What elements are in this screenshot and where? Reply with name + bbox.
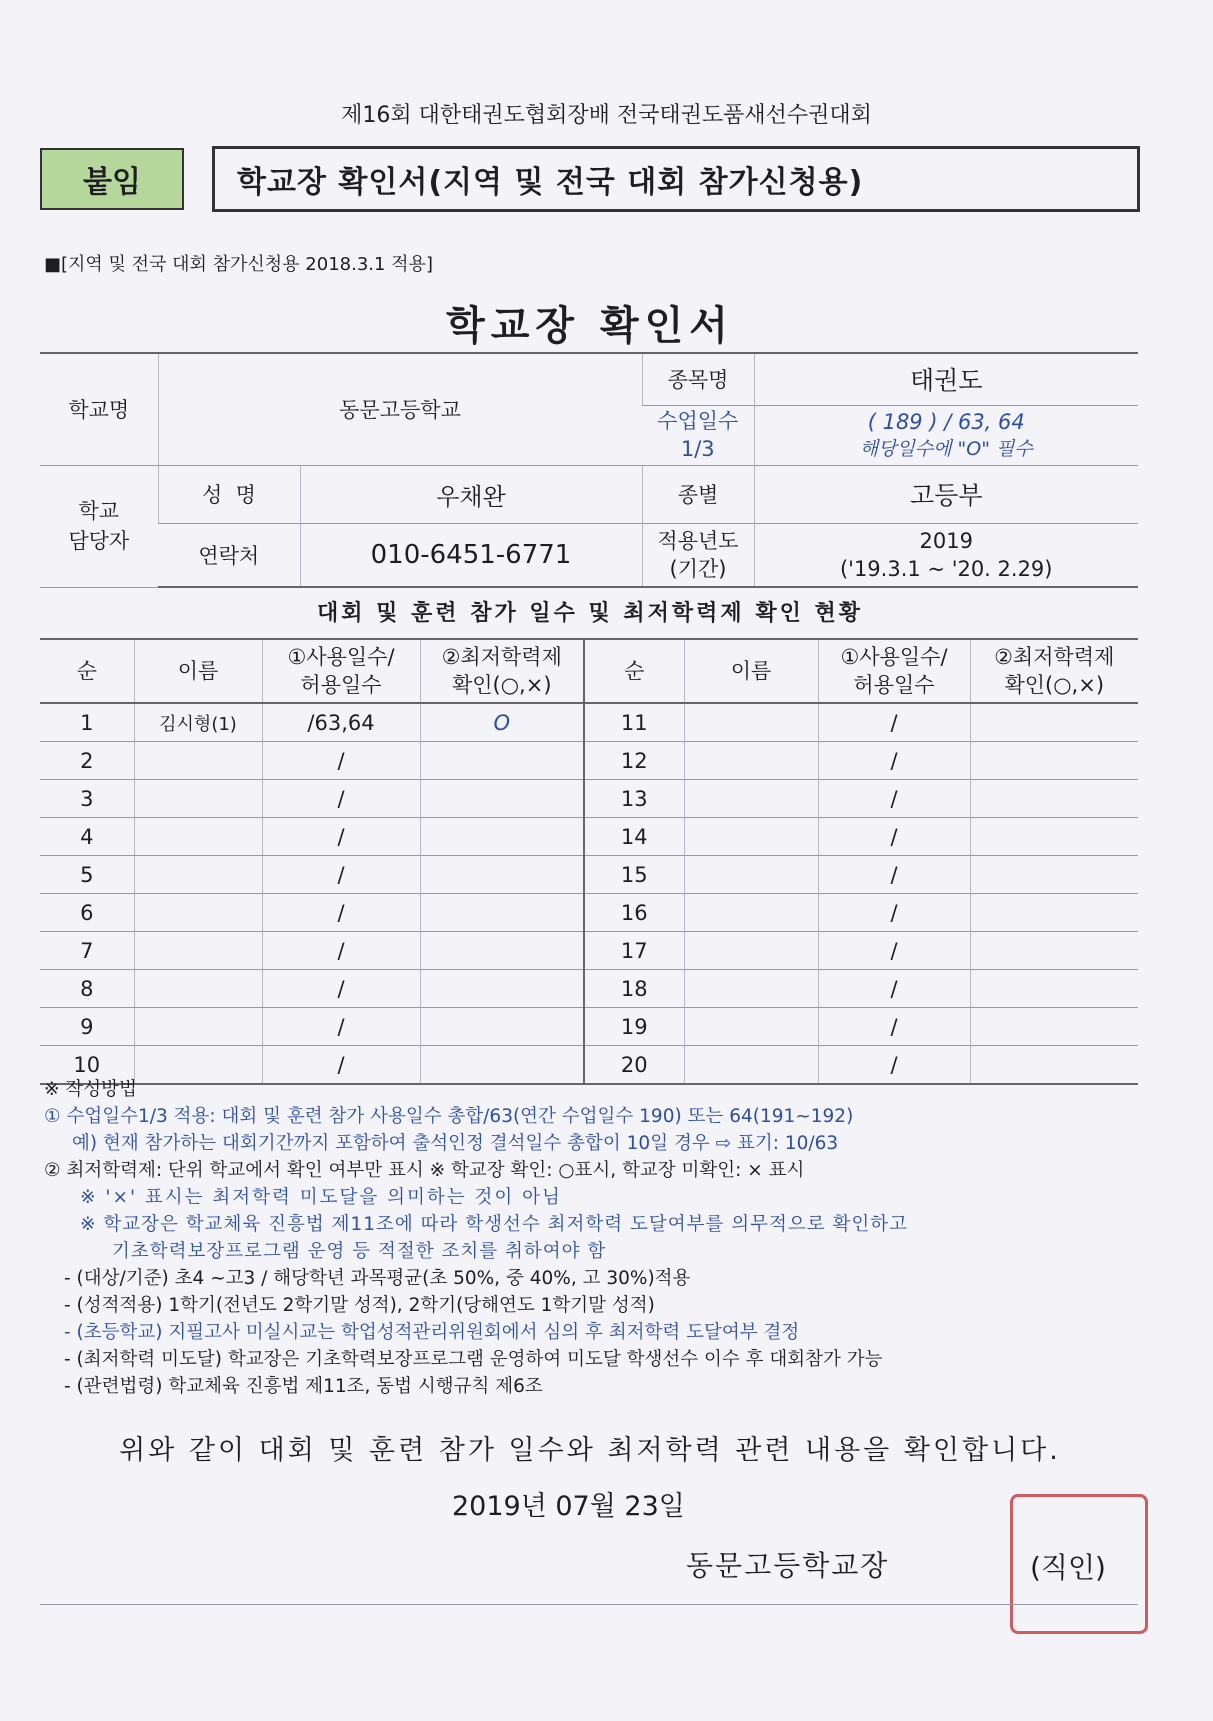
row-check-right [970, 856, 1138, 894]
row-check-right [970, 742, 1138, 780]
row-name-left [134, 970, 262, 1008]
note-line-4: ※ '×' 표시는 최저학력 미도달을 의미하는 것이 아님 [80, 1187, 562, 1208]
col-days-left: ①사용일수/ 허용일수 [262, 639, 420, 703]
table-row [40, 970, 1138, 1008]
table-row [40, 780, 1138, 818]
row-no-left: 10 [40, 1046, 134, 1085]
row-days-left: / [262, 780, 420, 818]
row-check-left [420, 894, 584, 932]
school-name-label: 학교명 [40, 353, 158, 465]
event-title: 제16회 대한태권도협회장배 전국태권도품새선수권대회 [341, 103, 872, 128]
row-no-left: 8 [40, 970, 134, 1008]
row-name-left [134, 780, 262, 818]
year-label-2: (기간) [669, 556, 727, 581]
row-no-left: 6 [40, 894, 134, 932]
division-label: 종별 [642, 465, 754, 523]
table-row [40, 932, 1138, 970]
col-days-right: ①사용일수/ 허용일수 [818, 639, 970, 703]
row-name-right [684, 818, 818, 856]
row-days-left: / [262, 894, 420, 932]
row-check-left [420, 1008, 584, 1046]
bottom-rule [40, 1604, 1138, 1605]
class-days-label [642, 405, 754, 465]
row-days-right: / [818, 894, 970, 932]
note-line-8: - (성적적용) 1학기(전년도 2학기말 성적), 2학기(당해연도 1학기말 성적) [64, 1295, 655, 1316]
manager-label [40, 465, 158, 587]
note-line-7: - (대상/기준) 초4 ~고3 / 해당학년 과목평균(초 50%, 중 40%, 고 30%)적용 [64, 1268, 691, 1289]
period: ('19.3.1 ~ '20. 2.29) [839, 556, 1053, 581]
row-check-right [970, 703, 1138, 742]
notes [44, 1076, 1164, 1400]
row-check-left [420, 780, 584, 818]
row-name-right [684, 856, 818, 894]
row-name-right [684, 703, 818, 742]
seal-label: (직인) [1030, 1551, 1106, 1584]
row-no-right: 18 [584, 970, 684, 1008]
row-check-left [420, 932, 584, 970]
school-name: 동문고등학교 [158, 353, 642, 465]
year-label-1: 적용년도 [657, 528, 739, 553]
table-row [40, 703, 1138, 742]
row-no-right: 14 [584, 818, 684, 856]
row-check-right [970, 894, 1138, 932]
row-days-right: / [818, 818, 970, 856]
row-name-right [684, 932, 818, 970]
row-no-right: 11 [584, 703, 684, 742]
date: 2019년 07월 23일 [452, 1491, 685, 1522]
table-row [40, 818, 1138, 856]
row-days-right: / [818, 703, 970, 742]
row-check-left [420, 856, 584, 894]
row-days-left: / [262, 932, 420, 970]
row-days-left: / [262, 818, 420, 856]
year-label [642, 523, 754, 587]
row-days-right: / [818, 742, 970, 780]
manager-label-1: 학교 [78, 499, 120, 523]
row-days-left: / [262, 742, 420, 780]
row-name-left [134, 1008, 262, 1046]
note-line-11: - (관련법령) 학교체육 진흥법 제11조, 동법 시행규칙 제6조 [64, 1376, 543, 1397]
row-no-right: 17 [584, 932, 684, 970]
row-no-right: 20 [584, 1046, 684, 1085]
sport-value: 태권도 [754, 353, 1138, 405]
main-title: 학교장 확인서 [446, 303, 734, 349]
row-days-right: / [818, 780, 970, 818]
row-check-right [970, 780, 1138, 818]
row-no-left: 9 [40, 1008, 134, 1046]
table-row [40, 742, 1138, 780]
class-days-note: 해당일수에 "O" 필수 [859, 437, 1033, 460]
confirm-text: 위와 같이 대회 및 훈련 참가 일수와 최저학력 관련 내용을 확인합니다. [119, 1435, 1061, 1466]
row-name-left [134, 818, 262, 856]
row-days-left: / [262, 1008, 420, 1046]
row-name-left [134, 932, 262, 970]
note-line-5: ※ 학교장은 학교체육 진흥법 제11조에 따라 학생선수 최저학력 도달여부를 의무적으로 확인하고 [80, 1214, 908, 1235]
row-name-right [684, 780, 818, 818]
row-check-right [970, 970, 1138, 1008]
row-days-left: / [262, 856, 420, 894]
notes-title: ※ 작성방법 [44, 1079, 137, 1100]
row-check-right [970, 932, 1138, 970]
table-row [40, 1008, 1138, 1046]
note-line-6: 기초학력보장프로그램 운영 등 적절한 조치를 취하여야 함 [112, 1241, 607, 1262]
row-no-right: 15 [584, 856, 684, 894]
manager-name: 우채완 [300, 465, 642, 523]
row-no-right: 13 [584, 780, 684, 818]
row-check-left [420, 742, 584, 780]
col-name-left: 이름 [134, 639, 262, 703]
row-name-left [134, 742, 262, 780]
row-days-left: / [262, 1046, 420, 1085]
col-no-right: 순 [584, 639, 684, 703]
year-value [754, 523, 1138, 587]
row-name-left [134, 894, 262, 932]
table-row [40, 894, 1138, 932]
status-table [40, 638, 1138, 1085]
col-check-right: ②최저학력제 확인(○,×) [970, 639, 1138, 703]
row-no-left: 5 [40, 856, 134, 894]
note-line-9: - (초등학교) 지필고사 미실시교는 학업성적관리위원회에서 심의 후 최저학력 도달여부 결정 [64, 1322, 800, 1343]
row-check-left [420, 818, 584, 856]
row-days-right: / [818, 970, 970, 1008]
row-no-right: 19 [584, 1008, 684, 1046]
row-check-left [420, 970, 584, 1008]
row-days-right: / [818, 856, 970, 894]
contact-label: 연락처 [158, 523, 300, 587]
row-days-right: / [818, 1008, 970, 1046]
manager-label-2: 담당자 [68, 529, 130, 553]
row-no-right: 12 [584, 742, 684, 780]
status-heading: 대회 및 훈련 참가 일수 및 최저학력제 확인 현황 [316, 601, 864, 626]
info-table [40, 352, 1138, 588]
row-days-right: / [818, 1046, 970, 1085]
note-line-1: ① 수업일수1/3 적용: 대회 및 훈련 참가 사용일수 총합/63(연간 수업일수 190) 또는 64(191~192) [44, 1106, 854, 1127]
row-name-right [684, 970, 818, 1008]
applicable-note: ■[지역 및 전국 대회 참가신청용 2018.3.1 적용] [44, 254, 433, 275]
row-name-left: 김시형(1) [134, 703, 262, 742]
row-no-right: 16 [584, 894, 684, 932]
year: 2019 [919, 528, 973, 553]
row-no-left: 2 [40, 742, 134, 780]
row-no-left: 4 [40, 818, 134, 856]
row-days-right: / [818, 932, 970, 970]
row-name-right [684, 1008, 818, 1046]
row-name-right [684, 894, 818, 932]
class-days-label-2: 1/3 [680, 437, 715, 461]
col-name-right: 이름 [684, 639, 818, 703]
row-days-left: / [262, 970, 420, 1008]
row-no-left: 1 [40, 703, 134, 742]
note-line-2: 예) 현재 참가하는 대회기간까지 포함하여 출석인정 결석일수 총합이 10일 경우 ⇨ 표기: 10/63 [72, 1133, 839, 1154]
class-days-handwritten: ( 189 ) / 63, 64 [867, 409, 1025, 434]
name-label: 성 명 [158, 465, 300, 523]
document-title: 학교장 확인서(지역 및 전국 대회 참가신청용) [212, 146, 1140, 212]
col-no-left: 순 [40, 639, 134, 703]
row-check-left: O [420, 703, 584, 742]
row-no-left: 3 [40, 780, 134, 818]
principal-name: 동문고등학교장 [686, 1549, 890, 1582]
class-days-label-1: 수업일수 [657, 409, 739, 433]
attachment-badge: 붙임 [40, 148, 184, 210]
note-line-3: ② 최저학력제: 단위 학교에서 확인 여부만 표시 ※ 학교장 확인: ○표시, 학교장 미확인: × 표시 [44, 1160, 805, 1181]
class-days-value [754, 405, 1138, 465]
contact-value: 010-6451-6771 [300, 523, 642, 587]
division-value: 고등부 [754, 465, 1138, 523]
row-no-left: 7 [40, 932, 134, 970]
note-line-10: - (최저학력 미도달) 학교장은 기초학력보장프로그램 운영하여 미도달 학생선수 이수 후 대회참가 가능 [64, 1349, 883, 1370]
row-check-right [970, 1008, 1138, 1046]
sport-label: 종목명 [642, 353, 754, 405]
row-name-left [134, 856, 262, 894]
col-check-left: ②최저학력제 확인(○,×) [420, 639, 584, 703]
table-row [40, 856, 1138, 894]
row-check-right [970, 818, 1138, 856]
row-days-left: /63,64 [262, 703, 420, 742]
row-name-right [684, 742, 818, 780]
